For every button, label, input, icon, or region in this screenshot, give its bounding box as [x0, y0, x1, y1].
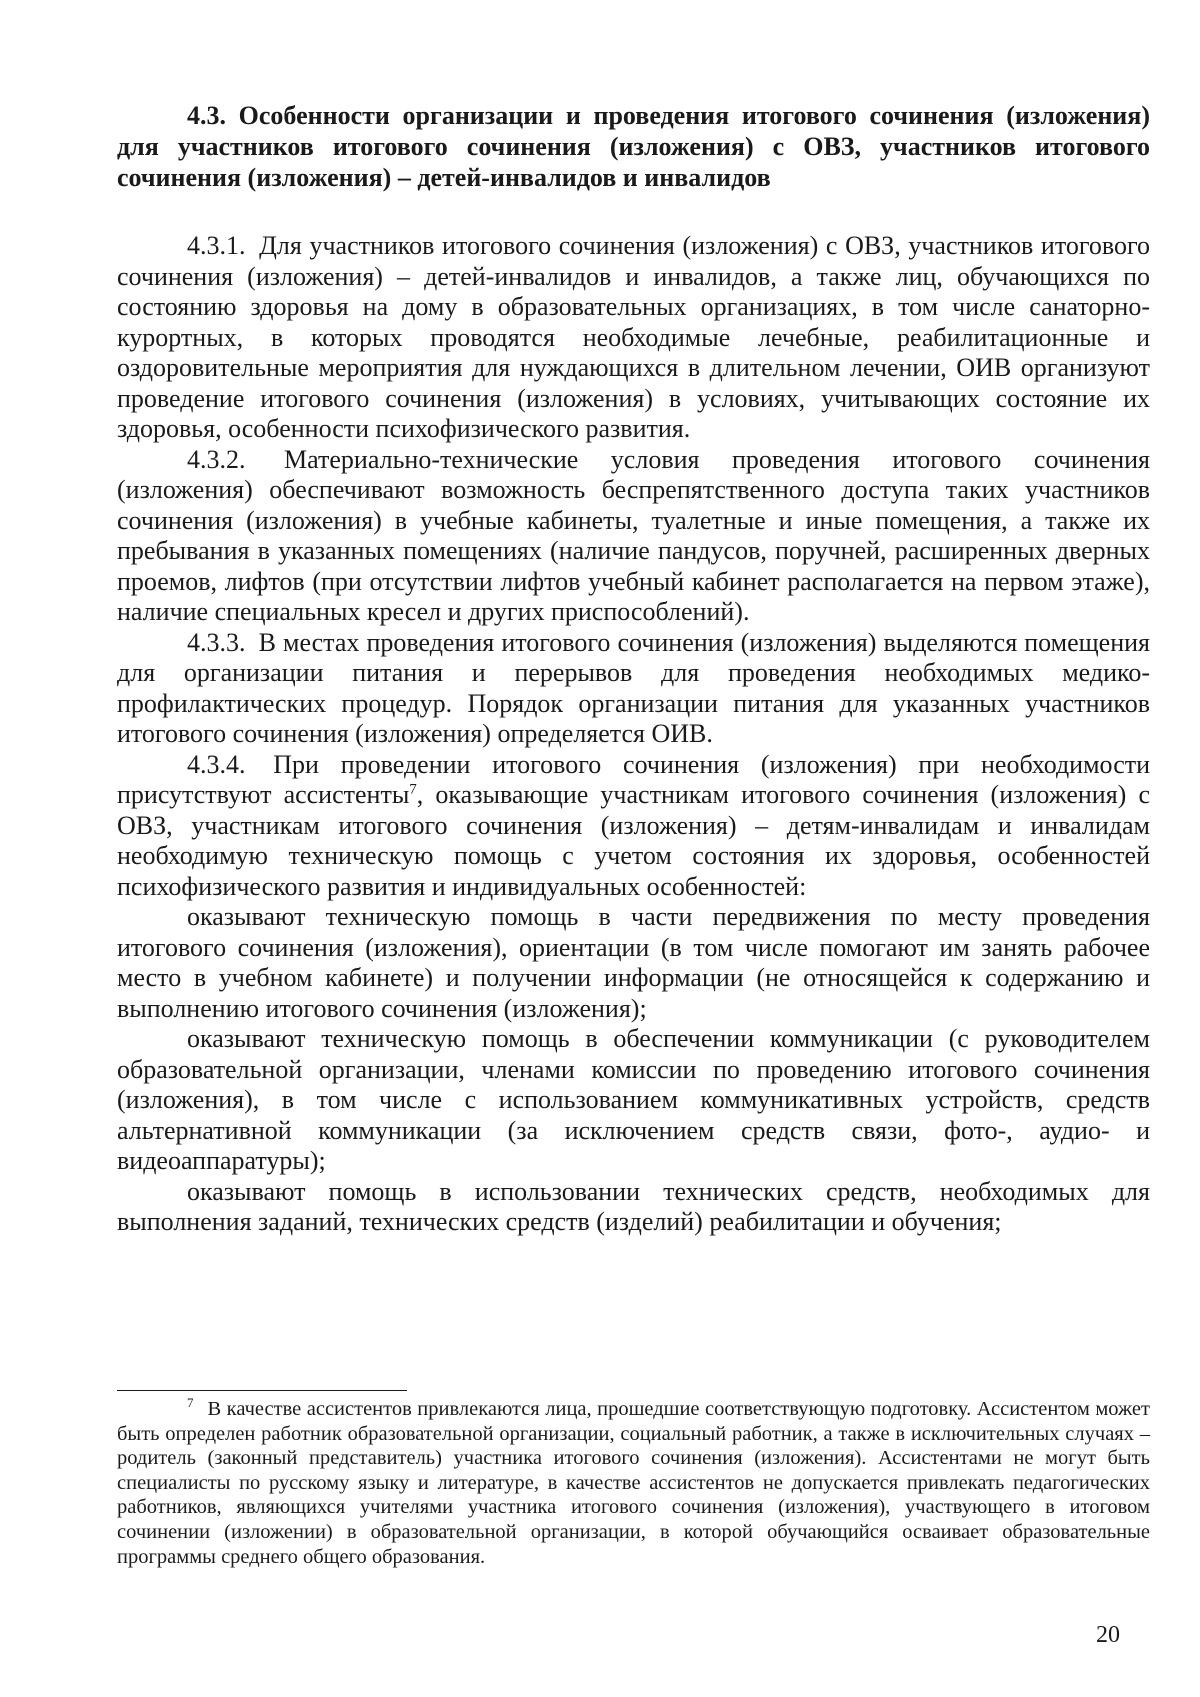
list-item: оказывают помощь в использовании технических средств, необходимых для выполнения заданий, технических средств (изделий) реабилитации и обучения; — [117, 1176, 1150, 1236]
paragraph-text: В местах проведения итогового сочинения (изложения) выделяются помещения для организации питания и перерывов для проведения необходимых медико-профилактических процедур. Порядок организации питания для указанных участников итогового сочинения (изложения) определяется ОИВ. — [117, 627, 1150, 748]
footnote-reference[interactable]: 7 — [409, 781, 417, 798]
paragraph-4-3-4 — [117, 750, 1150, 903]
paragraph-text-continued: , оказывающие участникам итогового сочинения (изложения) с ОВЗ, участникам итогового сочинения (изложения) – детям-инвалидам и инвалидам необходимую техническую помощь с учетом состояния их здоровья, особенностей психофизического развития и индивидуальных особенностей: — [117, 780, 1150, 901]
document-page — [117, 100, 1150, 1697]
footnote — [117, 1397, 1150, 1569]
section-heading: 4.3. Особенности организации и проведения итогового сочинения (изложения) для участников итогового сочинения (изложения) с ОВЗ, участников итогового сочинения (изложения) – детей-инвалидов и инвалидов — [117, 101, 1150, 192]
footnote-marker: 7 — [187, 1395, 194, 1411]
paragraph-text: Материально-технические условия проведения итогового сочинения (изложения) обеспечивают возможность беспрепятственного доступа таких участников сочинения (изложения) в учебные кабинеты, туалетные и иные помещения, а также их пребывания в указанных помещениях (наличие пандусов, поручней, расширенных дверных проемов, лифтов (при отсутствии лифтов учебный кабинет располагается на первом этаже), наличие специальных кресел и других приспособлений). — [117, 444, 1151, 626]
list-item: оказывают техническую помощь в обеспечении коммуникации (с руководителем образовательной организации, членами комиссии по проведению итогового сочинения (изложения), в том числе с использованием коммуникативных устройств, средств альтернативной коммуникации (за исключением средств связи, фото-, аудио- и видеоаппаратуры); — [117, 1024, 1150, 1175]
paragraph-text: Для участников итогового сочинения (изложения) с ОВЗ, участников итогового сочинения (изложения) – детей-инвалидов и инвалидов, а также лиц, обучающихся по состоянию здоровья на дому в образовательных организациях, в том числе санаторно-курортных, в которых проводятся необходимые лечебные, реабилитационные и оздоровительные мероприятия для нуждающихся в длительном лечении, ОИВ организуют проведение итогового сочинения (изложения) в условиях, учитывающих состояние их здоровья, особенности психофизического развития. — [117, 231, 1150, 443]
footnote-separator — [117, 1390, 407, 1391]
paragraph-number: 4.3.4. — [187, 749, 246, 779]
paragraph-4-3-2 — [117, 445, 1150, 628]
paragraph-number: 4.3.3. — [187, 627, 246, 657]
paragraph-4-3-3 — [117, 628, 1150, 750]
paragraph-4-3-1 — [117, 231, 1150, 445]
section-body — [117, 231, 1150, 1238]
list-item: оказывают техническую помощь в части передвижения по месту проведения итогового сочинения (изложения), ориентации (в том числе помогают им занять рабочее место в учебном кабинете) и получении информации (не относящейся к содержанию и выполнению итогового сочинения (изложения); — [117, 902, 1150, 1023]
footnote-text: В качестве ассистентов привлекаются лица, прошедшие соответствующую подготовку. Ассистентом может быть определен работник образовательной организации, социальный работник, а также в исключительных случаях – родитель (законный представитель) участника итогового сочинения (изложения). Ассистентами не могут быть специалисты по русскому языку и литературе, в качестве ассистентов не допускается привлекать педагогических работников, являющихся учителями участника итогового сочинения (изложения), участвующего в итоговом сочинении (изложении) в образовательной организации, в которой обучающийся осваивает образовательные программы среднего общего образования. — [117, 1398, 1150, 1568]
paragraph-number: 4.3.2. — [187, 444, 246, 474]
paragraph-number: 4.3.1. — [187, 231, 246, 260]
paragraph-text: При проведении итогового сочинения (изложения) при необходимости присутствуют ассистенты — [117, 749, 1151, 809]
page-number: 20 — [1096, 1622, 1120, 1648]
footnotes-section — [117, 1390, 1150, 1569]
